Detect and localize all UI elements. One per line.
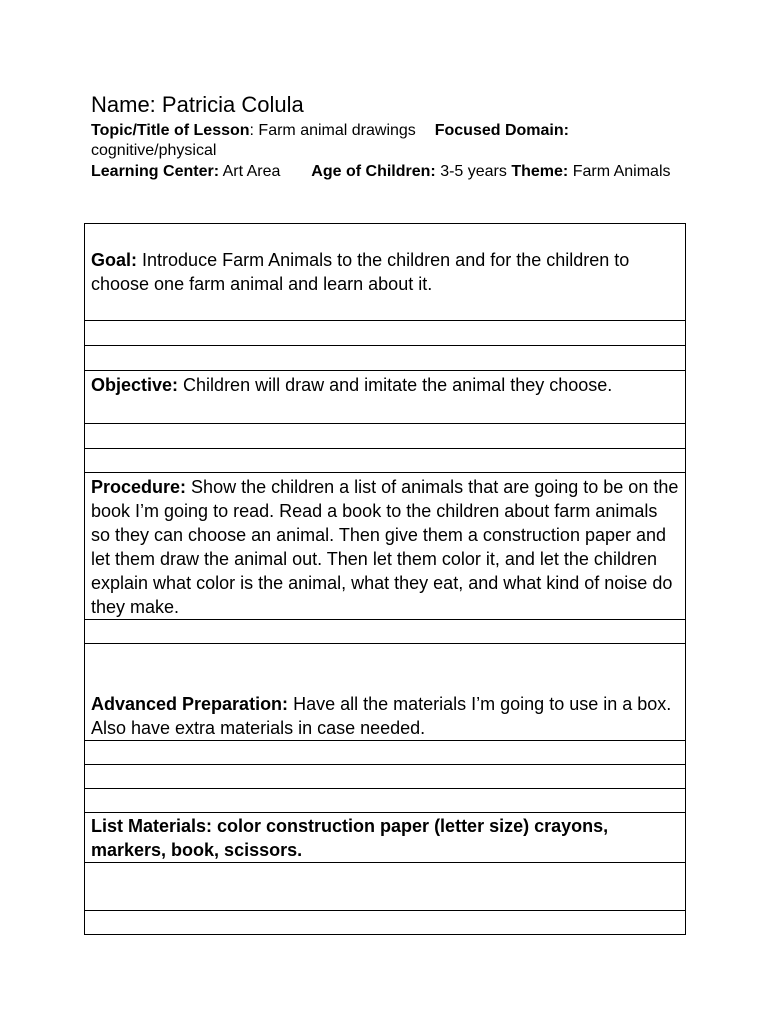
name-value: Patricia Colula bbox=[161, 92, 304, 117]
topic-value: : Farm animal drawings bbox=[249, 122, 416, 139]
blank-row bbox=[85, 863, 686, 911]
goal-cell bbox=[85, 224, 686, 321]
center-value: Art Area bbox=[222, 163, 281, 180]
objective-row bbox=[85, 371, 686, 424]
blank-row bbox=[85, 789, 686, 813]
domain-label: Focused Domain: bbox=[434, 122, 569, 139]
blank-row bbox=[85, 449, 686, 473]
goal-label: Goal: bbox=[91, 250, 138, 270]
blank-cell bbox=[85, 321, 686, 346]
theme-label: Theme: bbox=[511, 163, 569, 180]
center-label: Learning Center: bbox=[91, 163, 220, 180]
blank-cell bbox=[85, 620, 686, 644]
blank-cell bbox=[85, 346, 686, 371]
name-label: Name: bbox=[91, 92, 156, 117]
goal-text: Introduce Farm Animals to the children and for the children to choose one farm animal and learn about it. bbox=[91, 250, 630, 294]
blank-cell bbox=[85, 911, 686, 935]
theme-value: Farm Animals bbox=[572, 163, 671, 180]
learning-center-line bbox=[91, 162, 691, 182]
domain-value: cognitive/physical bbox=[91, 142, 217, 159]
preparation-label: Advanced Preparation: bbox=[91, 694, 289, 714]
blank-row bbox=[85, 346, 686, 371]
materials-cell: List Materials: color construction paper (letter size) crayons, markers, book, scissors. bbox=[85, 813, 686, 863]
preparation-text: Have all the materials I’m going to use in a box. Also have extra materials in case needed. bbox=[91, 694, 672, 738]
blank-row bbox=[85, 620, 686, 644]
blank-row bbox=[85, 911, 686, 935]
materials-row bbox=[85, 813, 686, 863]
age-label: Age of Children: bbox=[311, 163, 436, 180]
goal-row bbox=[85, 224, 686, 321]
blank-row bbox=[85, 765, 686, 789]
objective-text: Children will draw and imitate the animal they choose. bbox=[183, 375, 613, 395]
blank-row bbox=[85, 321, 686, 346]
lesson-plan-table bbox=[84, 223, 686, 935]
procedure-cell bbox=[85, 473, 686, 620]
blank-row bbox=[85, 424, 686, 449]
procedure-row bbox=[85, 473, 686, 620]
objective-cell bbox=[85, 371, 686, 424]
preparation-cell bbox=[85, 644, 686, 741]
student-name bbox=[91, 90, 304, 120]
blank-cell bbox=[85, 741, 686, 765]
blank-cell bbox=[85, 789, 686, 813]
topic-label: Topic/Title of Lesson bbox=[91, 122, 250, 139]
procedure-text: Show the children a list of animals that are going to be on the book I’m going to read. Read a book to the children about farm animals so they can choose an animal. Then give them a construction paper and let them draw the animal out. Then let them color it, and let the children explain what color is the animal, what they eat, and what kind of noise do they make. bbox=[91, 477, 679, 617]
lesson-topic-line bbox=[91, 121, 691, 161]
objective-label: Objective: bbox=[91, 375, 179, 395]
procedure-label: Procedure: bbox=[91, 477, 187, 497]
blank-cell bbox=[85, 765, 686, 789]
age-value: 3-5 years bbox=[440, 163, 507, 180]
blank-cell bbox=[85, 449, 686, 473]
blank-cell bbox=[85, 863, 686, 911]
preparation-row bbox=[85, 644, 686, 741]
blank-cell bbox=[85, 424, 686, 449]
blank-row bbox=[85, 741, 686, 765]
